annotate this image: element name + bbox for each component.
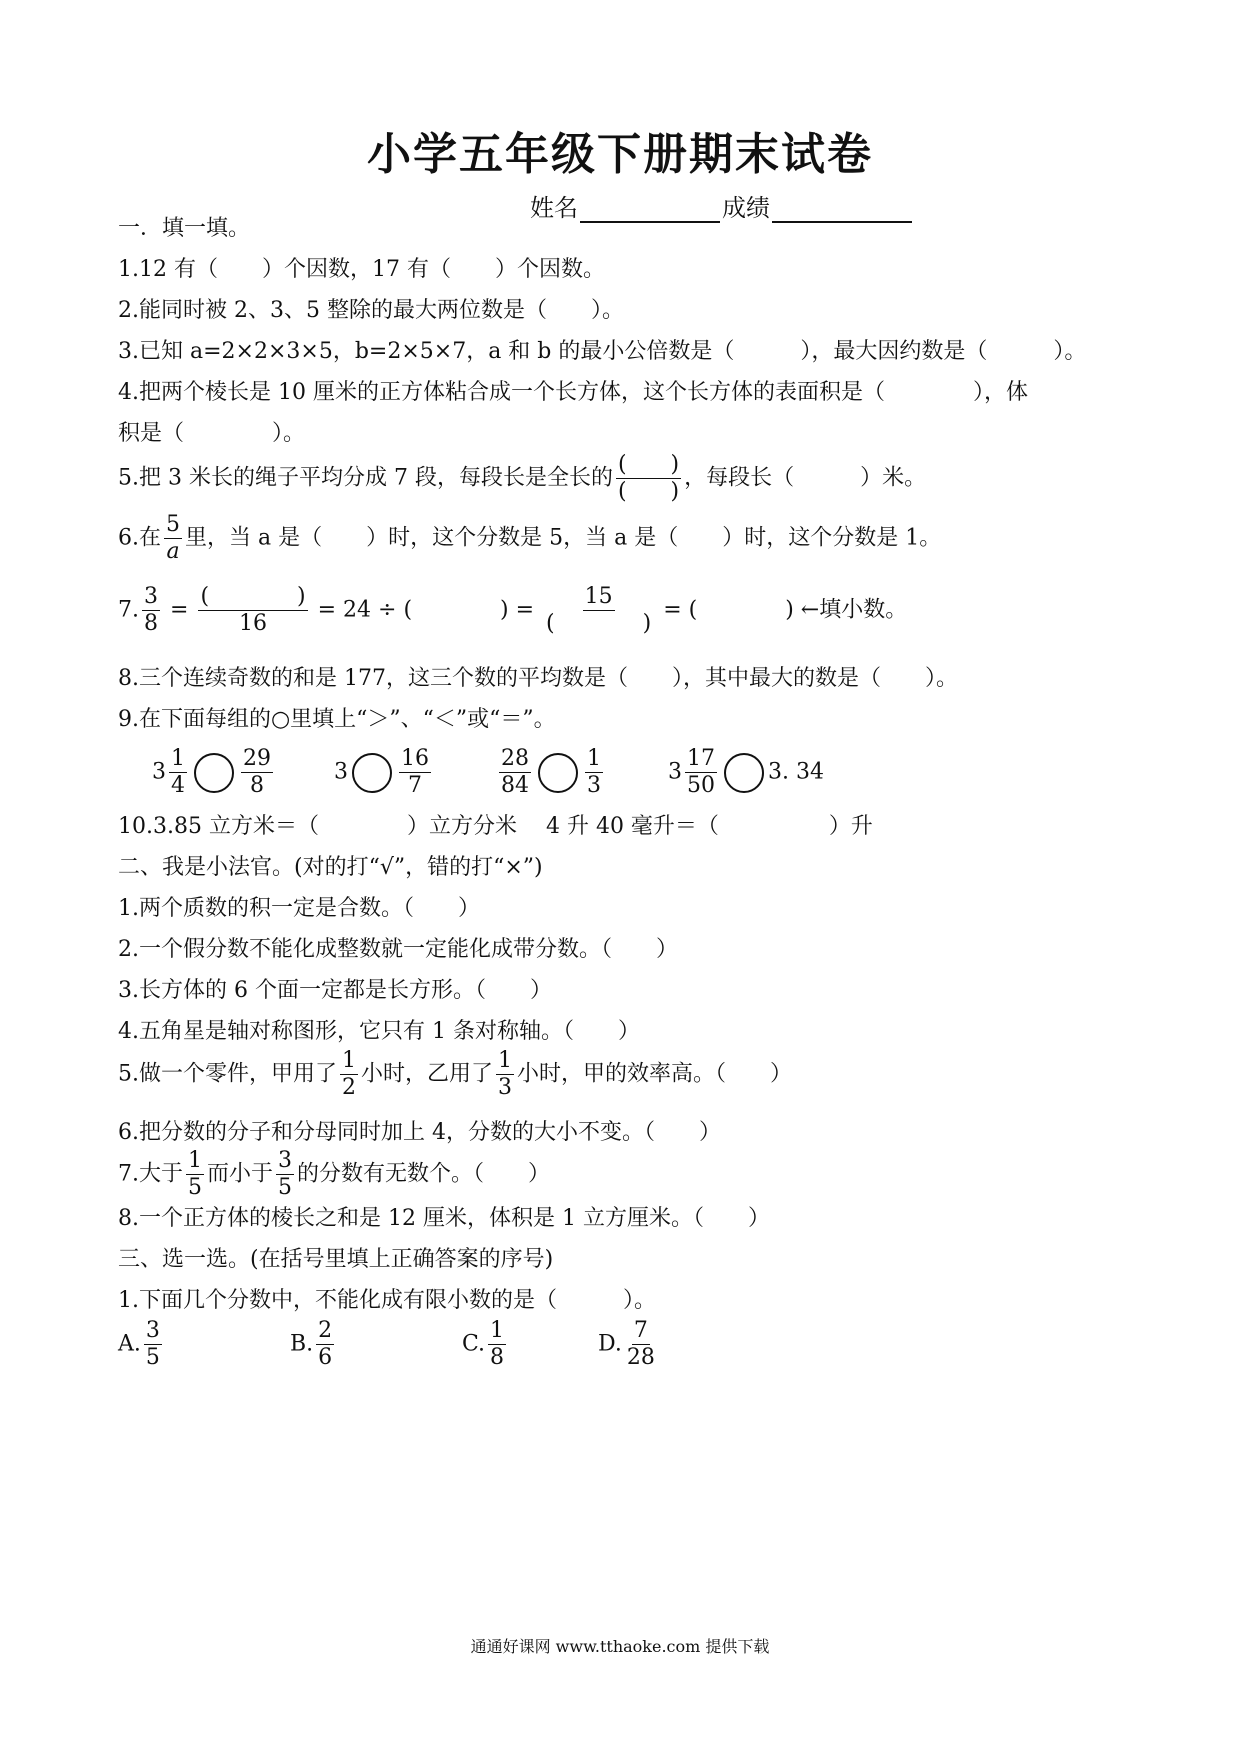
option-a-label: A. — [118, 1331, 141, 1357]
s3-option-d — [598, 1318, 660, 1371]
s1-q7-f1-num: 3 — [144, 584, 158, 609]
option-b-label: B. — [290, 1331, 314, 1357]
option-a-fraction — [144, 1318, 162, 1371]
s2-q7-mid: 而小于 — [207, 1161, 274, 1187]
q9-2-compare-circle[interactable] — [352, 753, 392, 793]
s1-q7-mid: = 24 ÷ ( ) = — [317, 597, 535, 623]
s2-q7-f2-num: 3 — [278, 1148, 293, 1173]
s2-q7-pre: 7.大于 — [118, 1161, 183, 1187]
q9-1-right-den: 8 — [250, 773, 264, 798]
s2-q5-f1-num: 1 — [342, 1048, 356, 1073]
q9-2-right-num: 16 — [401, 746, 429, 771]
q9-1-left-den: 4 — [171, 773, 185, 798]
s1-q5-pre: 5.把 3 米长的绳子平均分成 7 段，每段长是全长的 — [118, 465, 613, 491]
s2-question-3: 3.长方体的 6 个面一定都是长方形。（ ） — [118, 978, 552, 1003]
s2-question-8: 8.一个正方体的棱长之和是 12 厘米，体积是 1 立方厘米。（ ） — [118, 1206, 770, 1231]
s2-question-1: 1.两个质数的积一定是合数。（ ） — [118, 896, 480, 921]
s2-q5-f2-den: 3 — [498, 1075, 513, 1100]
s1-q5-post: ，每段长（ ）米。 — [684, 465, 927, 491]
s1-q7-f1-den: 8 — [144, 611, 158, 636]
q9-4-compare-circle[interactable] — [724, 753, 764, 793]
q9-3-right-fraction — [585, 746, 603, 799]
q9-4-whole: 3 — [668, 759, 682, 785]
option-c-num: 1 — [490, 1318, 505, 1343]
name-score-line — [530, 188, 914, 223]
s1-q6-post: 里，当 a 是（ ）时，这个分数是 5，当 a 是（ ）时，这个分数是 1。 — [185, 525, 942, 551]
s2-q5-post: 小时，甲的效率高。（ ） — [517, 1061, 793, 1087]
q9-1-compare-circle[interactable] — [194, 753, 234, 793]
s1-q7-fraction-1 — [142, 584, 160, 637]
s1-q7-end: = ( ) ←填小数。 — [663, 597, 908, 623]
option-c-den: 8 — [490, 1345, 505, 1370]
s1-question-9: 9.在下面每组的○里填上“＞”、“＜”或“＝”。 — [118, 707, 556, 732]
section-2-heading: 二、我是小法官。(对的打“√”，错的打“×”) — [118, 855, 543, 880]
page-footer: 通通好课网 www.tthaoke.com 提供下载 — [470, 1637, 770, 1656]
option-b-den: 6 — [318, 1345, 333, 1370]
s2-q7-f1-num: 1 — [188, 1148, 202, 1173]
s1-q5-num: ( ) — [617, 452, 680, 477]
q9-4-left-num: 17 — [687, 746, 715, 771]
s1-q7-f2-num: ( ) — [200, 584, 306, 609]
s3-option-a — [118, 1318, 165, 1371]
s2-q7-post: 的分数有无数个。（ ） — [297, 1161, 551, 1187]
q9-3-left-den: 84 — [501, 773, 529, 798]
q9-4-left-fraction — [685, 746, 717, 799]
q9-2-left: 3 — [334, 759, 348, 785]
s1-question-4b: 积是（ ）。 — [118, 421, 306, 446]
option-d-label: D. — [598, 1331, 622, 1357]
s1-q9-item-4 — [668, 746, 824, 799]
q9-1-right-fraction — [241, 746, 273, 799]
s1-q6-fraction — [164, 512, 182, 565]
s2-question-2: 2.一个假分数不能化成整数就一定能化成带分数。（ ） — [118, 937, 678, 962]
s1-question-2: 2.能同时被 2、3、5 整除的最大两位数是（ ）。 — [118, 298, 624, 323]
score-label: 成绩 — [722, 194, 770, 222]
s3-option-b — [290, 1318, 337, 1371]
s1-q7-f3-den: ( ) — [546, 611, 652, 636]
option-a-den: 5 — [145, 1345, 160, 1370]
name-blank — [580, 197, 720, 223]
q9-3-right-den: 3 — [587, 773, 601, 798]
q9-1-left-num: 1 — [171, 746, 185, 771]
q9-4-right: 3. 34 — [768, 759, 824, 785]
q9-1-right-num: 29 — [243, 746, 271, 771]
s1-q7-f3-num: 15 — [584, 584, 613, 609]
s2-q7-f2-den: 5 — [278, 1175, 293, 1200]
s1-question-8: 8.三个连续奇数的和是 177，这三个数的平均数是（ ），其中最大的数是（ ）。 — [118, 666, 958, 691]
option-b-fraction — [316, 1318, 334, 1371]
option-d-fraction — [625, 1318, 657, 1371]
option-a-num: 3 — [145, 1318, 160, 1343]
name-label: 姓名 — [530, 194, 578, 222]
option-c-label: C. — [462, 1331, 486, 1357]
s2-q7-f1-den: 5 — [188, 1175, 202, 1200]
q9-4-left-den: 50 — [687, 773, 715, 798]
q9-1-whole: 3 — [152, 759, 166, 785]
q9-3-compare-circle[interactable] — [538, 753, 578, 793]
q9-3-left-fraction — [499, 746, 531, 799]
s1-question-4a: 4.把两个棱长是 10 厘米的正方体粘合成一个长方体，这个长方体的表面积是（ ），体 — [118, 380, 1028, 405]
option-d-num: 7 — [633, 1318, 648, 1343]
s3-question-1: 1.下面几个分数中，不能化成有限小数的是（ ）。 — [118, 1288, 656, 1313]
s1-q9-item-2 — [334, 746, 434, 799]
s1-q9-item-1 — [152, 746, 276, 799]
s2-q5-pre: 5.做一个零件，甲用了 — [118, 1061, 337, 1087]
s1-question-10: 10.3.85 立方米＝（ ）立方分米 4 升 40 毫升＝（ ）升 — [118, 814, 873, 839]
s2-question-6: 6.把分数的分子和分母同时加上 4，分数的大小不变。（ ） — [118, 1120, 721, 1145]
option-b-num: 2 — [318, 1318, 333, 1343]
section-3-heading: 三、选一选。(在括号里填上正确答案的序号) — [118, 1247, 554, 1272]
page-title: 小学五年级下册期末试卷 — [367, 129, 873, 180]
s1-q7-eq: = — [170, 597, 189, 623]
s3-option-c — [462, 1318, 509, 1371]
s1-q5-fraction — [616, 452, 681, 505]
option-d-den: 28 — [626, 1345, 655, 1370]
s2-q5-fraction-1 — [340, 1048, 358, 1101]
s1-question-1: 1.12 有（ ）个因数，17 有（ ）个因数。 — [118, 257, 605, 282]
s2-q7-fraction-1 — [186, 1148, 204, 1201]
s2-question-5 — [118, 1048, 792, 1101]
s1-q6-pre: 6.在 — [118, 525, 161, 551]
s2-q5-fraction-2 — [496, 1048, 514, 1101]
section-1-heading: 一．填一填。 — [118, 216, 251, 241]
s1-q9-item-3 — [496, 746, 606, 799]
s2-question-4: 4.五角星是轴对称图形，它只有 1 条对称轴。（ ） — [118, 1019, 640, 1044]
s1-question-6 — [118, 512, 941, 565]
s1-question-3: 3.已知 a=2×2×3×5，b=2×5×7，a 和 b 的最小公倍数是（ ），最大因约数是（ ）。 — [118, 339, 1087, 364]
s1-q7-f2-den: 16 — [239, 611, 268, 636]
s2-q5-f2-num: 1 — [498, 1048, 513, 1073]
q9-3-left-num: 28 — [501, 746, 529, 771]
s2-q7-fraction-2 — [276, 1148, 294, 1201]
s1-question-7 — [118, 584, 907, 637]
s1-q7-fraction-2 — [198, 584, 307, 637]
s1-q5-den: ( ) — [617, 479, 680, 504]
s1-question-5 — [118, 452, 926, 505]
q9-2-right-fraction — [399, 746, 431, 799]
q9-1-left-fraction — [169, 746, 187, 799]
score-blank — [772, 197, 912, 223]
s1-q7-label: 7. — [118, 597, 139, 623]
s2-question-7 — [118, 1148, 550, 1201]
q9-3-right-num: 1 — [587, 746, 601, 771]
q9-2-right-den: 7 — [408, 773, 422, 798]
s1-q6-num: 5 — [166, 512, 180, 537]
s1-q7-fraction-3 — [544, 584, 653, 637]
option-c-fraction — [488, 1318, 506, 1371]
s1-q6-den: a — [166, 539, 180, 564]
s2-q5-mid: 小时，乙用了 — [361, 1061, 494, 1087]
s2-q5-f1-den: 2 — [342, 1075, 356, 1100]
